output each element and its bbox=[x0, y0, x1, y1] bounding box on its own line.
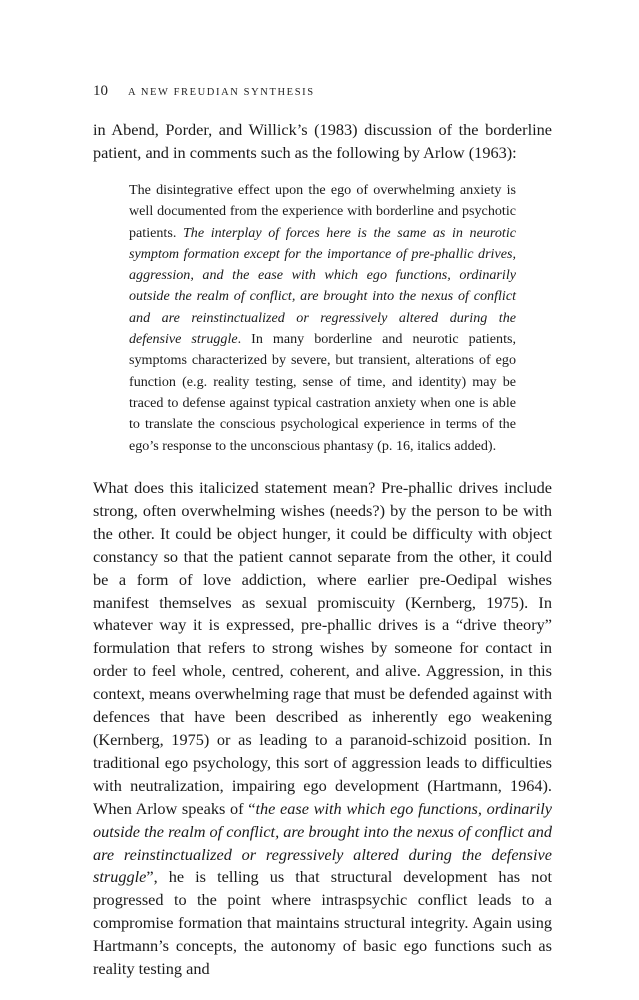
main-text-roman: What does this italicized statement mean? Pre-phallic drives include strong, often overwhelming wishes (needs?) by the person to be with the other. It could be object hunger, it could be difficulty with object constancy so that the patient cannot separate from the other, it could be a form of love addiction, where earlier pre-Oedipal wishes manifest themselves as sexual promiscuity (Kernberg, 1975). In whatever way it is expressed, pre-phallic drives is a “drive theory” formulation that refers to strong wishes by someone for contact in order to feel whole, centred, coherent, and alive. Aggression, in this context, means overwhelming rage that must be defended against with defences that have been described as inherently ego weakening (Kernberg, 1975) or as leading to a paranoid-schizoid position. In traditional ego psychology, this sort of aggression leads to difficulties with neutralization, impairing ego development (Hartmann, 1964). When Arlow speaks of “ bbox=[93, 478, 552, 818]
running-title: A NEW FREUDIAN SYNTHESIS bbox=[128, 87, 315, 98]
lead-paragraph: in Abend, Porder, and Willick’s (1983) discussion of the borderline patient, and in comments such as the following by Arlow (1963): bbox=[93, 120, 552, 162]
block-quote bbox=[129, 180, 516, 457]
main-text-roman-end: ”, he is telling us that structural development has not progressed to the point where intraspsychic conflict leads to a compromise formation that maintains structural integrity. Again using Hartmann’s concepts, the autonomy of basic ego functions such as reality testing and bbox=[93, 867, 552, 979]
quote-text-italic: The interplay of forces here is the same as in neurotic symptom formation except for the importance of pre-phallic drives, aggression, and the ease with which ego functions, ordinarily outside the realm of conflict, are brought into the nexus of conflict and are reinstinctualized or regressively altered during the defensive struggle bbox=[129, 224, 516, 348]
quote-text-roman-end: . In many borderline and neurotic patients, symptoms characterized by severe, but transient, alterations of ego function (e.g. reality testing, sense of time, and identity) may be traced to defense against typical castration anxiety when one is able to translate the conscious psychological experience in terms of the ego’s response to the unconscious phantasy (p. 16, italics added). bbox=[129, 331, 516, 454]
main-paragraph bbox=[93, 477, 552, 981]
quote-text-roman: The disintegrative effect upon the ego of overwhelming anxiety is well documented from the experience with borderline and psychotic patients. bbox=[129, 182, 516, 241]
running-header bbox=[93, 83, 315, 100]
page-number: 10 bbox=[93, 83, 108, 99]
main-text-italic: the ease with which ego functions, ordinarily outside the realm of conflict, are brought into the nexus of conflict and are reinstinctualized or regressively altered during the defensive struggle bbox=[93, 798, 552, 887]
